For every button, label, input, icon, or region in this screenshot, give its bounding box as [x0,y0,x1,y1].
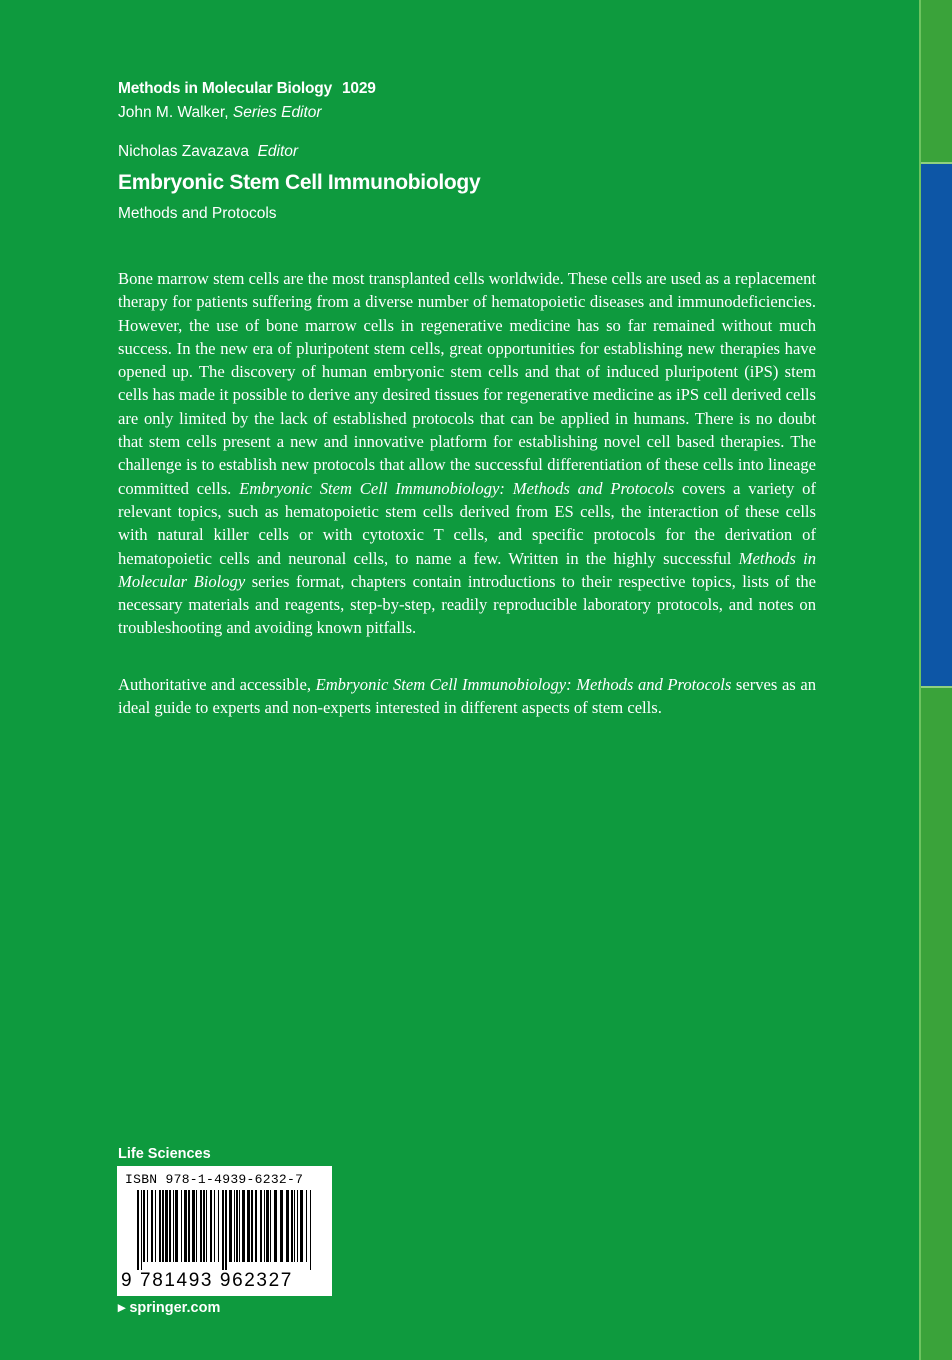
barcode-bar [270,1190,271,1262]
book-title: Embryonic Stem Cell Immunobiology [118,171,481,194]
barcode-bar [222,1190,224,1270]
barcode-bar [242,1190,245,1262]
series-editor-line [118,104,322,122]
barcode-bar [192,1190,195,1262]
barcode-bar [239,1190,240,1262]
blurb-paragraph-2 [118,673,816,720]
barcode-bar [151,1190,153,1262]
series-editor-role: Series Editor [232,104,322,121]
barcode-bar [247,1190,250,1262]
barcode-bar [141,1190,142,1270]
barcode-bar [181,1190,182,1262]
blurb-italic-title: Embryonic Stem Cell Immunobiology: Methods and Protocols [239,478,675,498]
spine-divider-bottom [921,686,952,688]
barcode-bar [169,1190,171,1262]
category-label: Life Sciences [118,1146,211,1162]
barcode-bar [255,1190,257,1262]
barcode-bar [175,1190,178,1262]
barcode-bar [274,1190,277,1262]
editor-line [118,143,298,161]
blurb-italic-series: Methods in Molecular Biology [118,548,816,591]
barcode-bar [251,1190,253,1262]
arrow-right-icon: ▸ [118,1300,126,1316]
series-name: Methods in Molecular Biology [118,80,332,97]
ean-digits: 9 781493 962327 [121,1270,293,1291]
barcode-bar [218,1190,219,1262]
barcode-bar [225,1190,227,1270]
barcode-bar [184,1190,187,1262]
barcode-bar [188,1190,190,1262]
series-number: 1029 [342,80,376,97]
barcode-bar [155,1190,156,1262]
barcode-bar [294,1190,295,1262]
blurb-text: covers a variety of relevant topics, such as hematopoietic stem cells derived from ES cells, the interaction of these cells with natural killer cells or with cytotoxic T cells, and specific protocols for the derivation of hematopoietic cells and neuronal cells, to name a few. Written in the highly successful [118,478,816,568]
blurb-text: Bone marrow stem cells are the most transplanted cells worldwide. These cells are used as a replacement therapy for patients suffering from a diverse number of hematopoietic diseases and immunodeficiencies. However, the use of bone marrow cells in regenerative medicine has so far remained without much success. In the new era of pluripotent stem cells, great opportunities for establishing new therapies have opened up. The discovery of human embryonic stem cells and that of induced pluripotent (iPS) stem cells has made it possible to derive any desired tissues for regenerative medicine as iPS cell derived cells are only limited by the lack of established protocols that can be applied in humans. There is no doubt that stem cells present a new and innovative platform for establishing novel cell based therapies. The challenge is to establish new protocols that allow the successful differentiation of these cells into lineage committed cells. [118,269,816,498]
barcode-bar [286,1190,289,1262]
barcode-bar [147,1190,148,1262]
barcode-box [117,1166,332,1296]
website-link[interactable] [118,1300,220,1316]
series-editor-name: John M. Walker, [118,104,229,121]
spine-blue-band [921,164,952,686]
barcode-bar [229,1190,232,1262]
series-line [118,80,376,98]
website-text: springer.com [129,1300,221,1316]
editor-role: Editor [257,143,299,160]
barcode-bar [196,1190,197,1262]
blurb-text: serves as an ideal guide to experts and non-experts interested in different aspects of stem cells. [118,675,816,718]
barcode-icon [137,1190,317,1270]
spine-divider-top [921,162,952,164]
barcode-bar [234,1190,235,1262]
blurb-paragraph-1 [118,267,816,640]
barcode-bar [206,1190,207,1262]
barcode-bar [203,1190,205,1262]
barcode-bar [291,1190,293,1262]
isbn-text: ISBN 978-1-4939-6232-7 [125,1172,304,1187]
barcode-bar [306,1190,307,1262]
barcode-bar [214,1190,215,1262]
barcode-bar [297,1190,298,1262]
barcode-bar [162,1190,164,1262]
barcode-bar [200,1190,202,1262]
barcode-bar [137,1190,139,1270]
barcode-bar [280,1190,283,1262]
barcode-bar [260,1190,262,1262]
barcode-bar [310,1190,311,1270]
blurb-text: Authoritative and accessible, [118,675,311,694]
barcode-bar [300,1190,303,1262]
barcode-bar [264,1190,265,1262]
barcode-bar [173,1190,174,1262]
barcode-bar [236,1190,238,1262]
barcode-bar [159,1190,161,1262]
barcode-bar [165,1190,168,1262]
barcode-bar [266,1190,269,1262]
barcode-bar [210,1190,212,1262]
book-subtitle: Methods and Protocols [118,205,277,222]
blurb-text: series format, chapters contain introductions to their respective topics, lists of the necessary materials and reagents, step-by-step, readily reproducible laboratory protocols, and notes on troubleshooting and avoiding known pitfalls. [118,571,816,638]
blurb-italic-title: Embryonic Stem Cell Immunobiology: Methods and Protocols [315,675,732,694]
editor-name: Nicholas Zavazava [118,143,249,160]
barcode-bar [143,1190,145,1262]
